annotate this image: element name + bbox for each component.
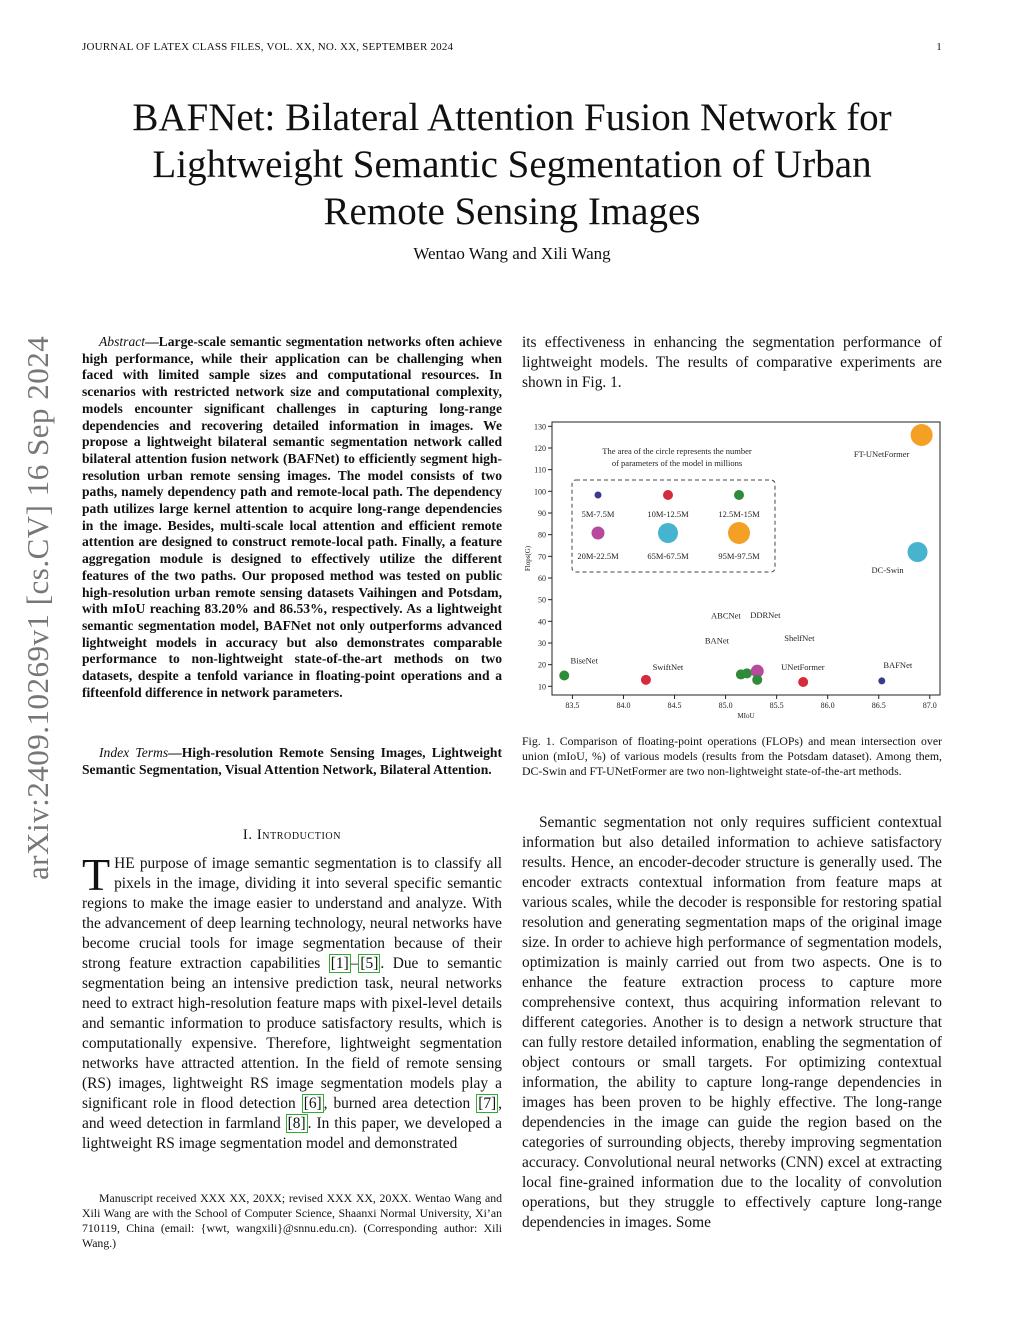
citation-link[interactable]: [1] xyxy=(330,955,349,972)
point-label: ABCNet xyxy=(711,610,741,621)
y-tick-label: 70 xyxy=(538,552,546,562)
section-title: Introduction xyxy=(256,827,342,843)
data-point xyxy=(908,542,928,562)
index-terms-label: Index Terms xyxy=(99,745,169,760)
legend-marker xyxy=(663,490,673,500)
right-column-body xyxy=(522,813,942,1233)
authors: Wentao Wang and Xili Wang xyxy=(413,244,611,263)
y-tick-label: 130 xyxy=(534,422,546,432)
point-label: BANet xyxy=(704,635,729,646)
abstract-text: —Large-scale semantic segmentation networks often achieve high performance, while their application can be challenging when faced with limited sample sizes and computational resources. In scenarios with restricted network size and computational complexity, models encounter significant challenges in capturing long-range dependencies and recovering detailed information in images. We propose a lightweight bilateral semantic segmentation network called bilateral attention fusion network (BAFNet) to efficiently segment high-resolution urban remote sensing images. The model consists of two paths, namely dependency path and remote-local path. The dependency path utilizes large kernel attention to acquire long-range dependencies in the image. Besides, multi-scale local attention and efficient remote attention are designed to construct remote-local path. Finally, a feature aggregation module is designed to effectively utilize the different features of the two paths. Our proposed method was tested on public high-resolution urban remote sensing datasets Vaihingen and Potsdam, with mIoU reaching 83.20% and 86.53%, respectively. As a lightweight semantic segmentation model, BAFNet not only outperforms advanced lightweight models in accuracy but also demonstrates comparable performance to non-lightweight state-of-the-art methods on two datasets, despite a tenfold variance in floating-point operations and a fifteenfold difference in network parameters. xyxy=(82,334,502,700)
title-line-2: Lightweight Semantic Segmentation of Urban xyxy=(152,143,872,186)
paper-title xyxy=(60,94,964,235)
y-tick-label: 90 xyxy=(538,509,546,518)
point-label: UNetFormer xyxy=(781,662,825,672)
index-terms-text: —High-resolution Remote Sensing Images, Lightweight Semantic Segmentation, Visual Attention Network, Bilateral Attention. xyxy=(82,745,502,777)
page-number: 1 xyxy=(936,41,942,53)
legend-label: 95M-97.5M xyxy=(718,551,760,561)
point-label: BiseNet xyxy=(570,655,598,666)
intro-text: , burned area detection xyxy=(323,1095,477,1112)
section-heading xyxy=(82,827,502,844)
scatter-chart xyxy=(522,420,942,720)
abstract xyxy=(82,334,502,701)
chart-note: The area of the circle represents the number xyxy=(602,446,752,456)
point-label: ShelfNet xyxy=(784,632,815,643)
y-tick-label: 100 xyxy=(534,487,546,497)
figure-caption xyxy=(522,734,942,779)
y-tick-label: 30 xyxy=(538,639,546,648)
footnote xyxy=(82,1191,502,1251)
caption-text: Fig. 1. Comparison of floating-point operations (FLOPs) and mean intersection over union (mIoU, %) of various models (results from the Potsdam dataset). Among them, DC-Swin and FT-UNetFormer are two non-lightweight state-of-the-art methods. xyxy=(522,734,942,778)
x-tick-label: 84.5 xyxy=(667,701,682,710)
intro-lead: HE purpose of image semantic segmentation is to classify all pixels in the image, dividing it into several specific semantic regions to make the image easier to understand and analyze. With the advancement of deep learning technology, neural networks have become crucial tools for image segmentation because of their strong feature extraction capabilities xyxy=(82,855,502,972)
index-terms xyxy=(82,745,502,778)
legend-label: 65M-67.5M xyxy=(647,551,689,561)
point-label: DDRNet xyxy=(750,610,781,621)
data-point xyxy=(559,671,569,681)
right-column-top xyxy=(522,333,942,393)
point-label: SwiftNet xyxy=(652,661,684,672)
legend-label: 20M-22.5M xyxy=(577,551,619,561)
x-tick-label: 85.5 xyxy=(769,701,784,710)
citation-link[interactable]: [5] xyxy=(360,955,379,972)
y-tick-label: 50 xyxy=(538,595,546,605)
x-tick-label: 85.0 xyxy=(718,701,733,710)
right-top-text: its effectiveness in enhancing the segmentation performance of lightweight models. The results of comparative experiments are shown in Fig. 1. xyxy=(522,334,942,391)
x-tick-label: 84.0 xyxy=(616,701,631,710)
legend-label: 10M-12.5M xyxy=(647,509,689,519)
x-tick-label: 86.5 xyxy=(871,701,886,710)
right-body-text: Semantic segmentation not only requires sufficient contextual information but also detailed information to achieve satisfactory results. Hence, an encoder-decoder structure is generally used. The encoder extracts contextual information from feature maps at various scales, while the decoder is responsible for restoring spatial resolution and generating segmentation maps of the original image size. In order to achieve high performance of segmentation models, optimization is mainly carried out from two aspects. One is to enhance the feature extraction process to capture more comprehensive context, thus acquiring information relevant to different categories. Another is to design a network structure that can fully restore detailed information, enabling the segmentation of object contours or small targets. For optimizing contextual information, the ability to capture long-range dependencies in images has been proven to be highly effective. The long-range dependencies in the image can guide the region based on the categories of surrounding objects, thereby improving segmentation accuracy. Convolutional neural networks (CNN) excel at extracting local fine-grained information due to the locality of convolution operations, but they struggle to effectively capture long-range dependencies in images. Some xyxy=(522,814,942,1231)
intro-text: , and weed detection in farmland xyxy=(82,1095,502,1132)
legend-marker xyxy=(595,492,602,499)
y-tick-label: 10 xyxy=(538,682,546,692)
abstract-label: Abstract xyxy=(99,334,146,349)
x-tick-label: 86.0 xyxy=(820,701,835,710)
intro-text: . Due to semantic segmentation being an intensive prediction task, neural networks need to extract high-resolution feature maps with pixel-level details and semantic information to produce satisfactory results, which is computationally expensive. Therefore, lightweight segmentation networks have attracted attention. In the field of remote sensing (RS) images, lightweight RS image segmentation models play a significant role in flood detection xyxy=(82,955,502,1112)
legend-marker xyxy=(592,527,605,540)
intro-text: . In this paper, we developed a lightweight RS image segmentation model and demonstrated xyxy=(82,1115,502,1152)
title-line-1: BAFNet: Bilateral Attention Fusion Network for xyxy=(132,96,892,139)
y-tick-label: 60 xyxy=(538,574,546,583)
y-tick-label: 120 xyxy=(534,444,546,453)
data-point xyxy=(878,677,885,684)
legend-label: 12.5M-15M xyxy=(718,509,760,519)
point-label: BAFNet xyxy=(883,659,913,670)
data-point xyxy=(911,424,933,446)
data-point xyxy=(798,677,808,687)
legend-marker xyxy=(734,490,744,500)
data-point xyxy=(641,675,651,685)
chart-note: of parameters of the model in millions xyxy=(611,458,743,468)
drop-cap: T xyxy=(82,849,111,900)
legend-marker xyxy=(728,522,750,544)
running-header xyxy=(82,41,942,57)
title-line-3: Remote Sensing Images xyxy=(323,190,701,233)
section-number: I. xyxy=(242,827,253,843)
figure-1-chart xyxy=(522,420,942,720)
intro-dash: – xyxy=(350,955,359,972)
intro-paragraph xyxy=(82,849,502,1154)
x-axis-label: MIoU xyxy=(737,712,755,720)
citation-link[interactable]: [6] xyxy=(303,1095,322,1112)
point-label: FT-UNetFormer xyxy=(853,449,910,459)
journal-header: JOURNAL OF LATEX CLASS FILES, VOL. XX, NO. XX, SEPTEMBER 2024 xyxy=(82,41,454,53)
arxiv-stamp: arXiv:2409.10269v1 [cs.CV] 16 Sep 2024 xyxy=(20,335,55,880)
y-tick-label: 40 xyxy=(538,617,546,627)
y-axis-label: Flops(G) xyxy=(524,545,532,572)
data-point xyxy=(752,675,762,685)
footnote-text: Manuscript received XXX XX, 20XX; revised XXX XX, 20XX. Wentao Wang and Xili Wang are with the School of Computer Science, Shaanxi Normal University, Xi’an 710119, China (email: {wwt, wangxili}@snnu.edu.cn). (Corresponding author: Xili Wang.) xyxy=(82,1191,502,1250)
y-tick-label: 110 xyxy=(534,465,546,475)
data-point xyxy=(742,668,752,678)
y-tick-label: 20 xyxy=(538,660,546,670)
x-tick-label: 87.0 xyxy=(922,701,937,710)
point-label: DC-Swin xyxy=(871,565,904,575)
x-tick-label: 83.5 xyxy=(565,701,580,710)
y-tick-label: 80 xyxy=(538,530,546,540)
citation-link[interactable]: [8] xyxy=(287,1115,306,1132)
legend-marker xyxy=(658,523,678,543)
citation-link[interactable]: [7] xyxy=(478,1095,497,1112)
legend-label: 5M-7.5M xyxy=(581,509,615,519)
